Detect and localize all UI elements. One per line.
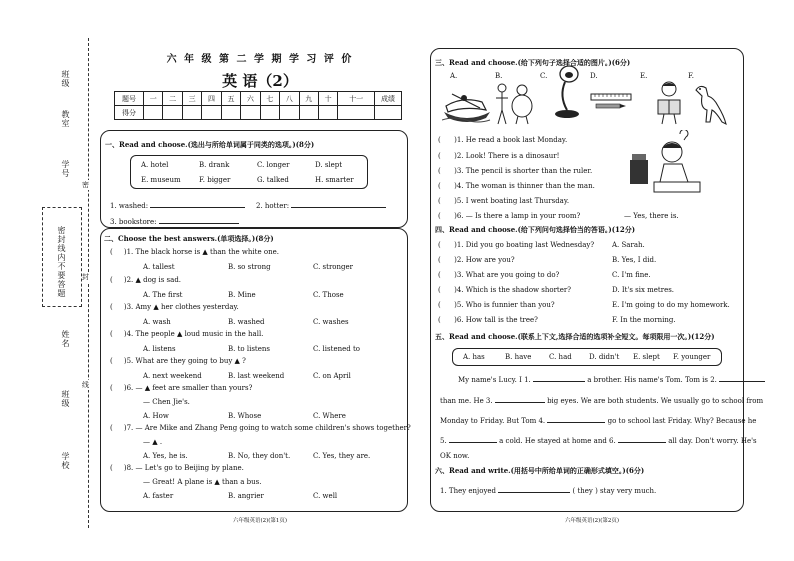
s2-q2: )2. ▲ dog is sad. <box>123 276 182 284</box>
binding-label-class: 班级 <box>61 70 70 88</box>
s1-option: F. bigger <box>199 176 231 184</box>
s2-q5-c[interactable]: C. on April <box>313 372 351 380</box>
s5-option: A. has <box>463 353 485 361</box>
s6-text: 1. They enjoyed <box>440 487 497 495</box>
score-col: 一 <box>144 92 163 106</box>
s5-text: a brother. His name's Tom. Tom is 2. <box>587 376 717 384</box>
s3-q6-bracket: ( )6. — Is there a lamp in your room? <box>438 212 581 220</box>
boy-reading-picture-icon <box>652 80 686 126</box>
s2-q3-b[interactable]: B. washed <box>228 318 265 326</box>
s5-option: F. younger <box>673 353 711 361</box>
s1-q2 <box>256 202 386 211</box>
s2-q1: )1. The black horse is ▲ than the white one. <box>123 248 279 256</box>
s2-q1-bracket: ( )1. The black horse is ▲ than the white one. <box>110 248 279 256</box>
s3-q4-bracket: ( )4. The woman is thinner than the man. <box>438 182 595 190</box>
exam-title: 六 年 级 第 二 学 期 学 习 评 价 <box>166 54 354 65</box>
picture-letter-d: D. <box>590 72 598 80</box>
answer-blank[interactable] <box>449 442 497 443</box>
picture-letter-a: A. <box>450 72 458 80</box>
score-cell[interactable] <box>241 106 260 120</box>
s5-text: than me. He 3. <box>440 397 493 405</box>
s3-q2: )2. Look! There is a dinosaur! <box>454 152 560 160</box>
s4-q4-bracket: ( )4. Which is the shadow shorter? <box>438 286 571 294</box>
s1-q3 <box>110 218 239 227</box>
s2-q1-b[interactable]: B. so strong <box>228 263 271 271</box>
s1-option: D. slept <box>315 161 343 169</box>
s1-option: E. museum <box>141 176 181 184</box>
score-cell[interactable] <box>260 106 279 120</box>
s2-q6-a[interactable]: A. How <box>143 412 169 420</box>
score-cell[interactable] <box>163 106 182 120</box>
s4-q5: )5. Who is funnier than you? <box>454 301 555 309</box>
score-row-label: 得分 <box>115 106 144 120</box>
seal-word-3: 线 <box>82 381 89 389</box>
answer-blank[interactable] <box>159 223 239 224</box>
s5-line-2 <box>440 397 763 406</box>
score-cell[interactable] <box>318 106 337 120</box>
s2-q1-a[interactable]: A. tallest <box>143 263 175 271</box>
s2-q3-bracket: ( )3. Amy ▲ her clothes yesterday. <box>110 303 239 311</box>
s2-q7-b[interactable]: B. No, they don't. <box>228 452 291 460</box>
s2-q8-a[interactable]: A. faster <box>143 492 174 500</box>
score-cell[interactable] <box>338 106 375 120</box>
s2-q7-bracket: ( )7. — Are Mike and Zhang Peng going to watch some children's shows together? <box>110 424 411 432</box>
s2-q8: )8. — Let's go to Beijing by plane. <box>123 464 244 472</box>
boat-picture-icon <box>442 84 492 124</box>
score-col: 四 <box>202 92 221 106</box>
s3-q3: )3. The pencil is shorter than the ruler. <box>454 167 593 175</box>
s6-q1 <box>440 487 656 496</box>
s1-option: C. longer <box>257 161 290 169</box>
s4-answer-d: D. It's six metres. <box>612 286 675 294</box>
score-cell[interactable] <box>182 106 201 120</box>
s2-q5-bracket: ( )5. What are they going to buy ▲ ? <box>110 357 246 365</box>
binding-label-grade: 班级 <box>61 390 70 408</box>
score-header: 题号 <box>115 92 144 106</box>
s5-line-3 <box>440 417 756 426</box>
s1-q2-label: 2. hotter: <box>256 202 290 210</box>
s5-text: a cold. He stayed at home and 6. <box>499 437 616 445</box>
s4-answer-e: E. I'm going to do my homework. <box>612 301 730 309</box>
score-col: 九 <box>299 92 318 106</box>
score-col: 十 <box>318 92 337 106</box>
s3-q1-bracket: ( )1. He read a book last Monday. <box>438 136 568 144</box>
s4-q3-bracket: ( )3. What are you going to do? <box>438 271 560 279</box>
s4-q4: )4. Which is the shadow shorter? <box>454 286 571 294</box>
s4-answer-f: F. In the morning. <box>612 316 676 324</box>
s2-q6-b[interactable]: B. Whose <box>228 412 262 420</box>
section-1-options-box <box>130 155 368 189</box>
score-col: 十一 <box>338 92 375 106</box>
answer-blank[interactable] <box>533 381 585 382</box>
s2-q4: )4. The people ▲ loud music in the hall. <box>123 330 264 338</box>
ruler-and-pencil-picture-icon <box>590 92 632 112</box>
s1-q1-label: 1. washed: <box>110 202 149 210</box>
score-col: 三 <box>182 92 201 106</box>
s3-q5-bracket: ( )5. I went boating last Thursday. <box>438 197 570 205</box>
section-5-options-box <box>452 348 722 366</box>
score-cell[interactable] <box>144 106 163 120</box>
picture-letter-c: C. <box>540 72 548 80</box>
s4-q1: )1. Did you go boating last Wednesday? <box>454 241 595 249</box>
s2-q4-a[interactable]: A. listens <box>143 345 176 353</box>
s3-q6-reply: — Yes, there is. <box>624 212 679 220</box>
answer-blank[interactable] <box>618 442 666 443</box>
s5-option: B. have <box>505 353 532 361</box>
answer-blank[interactable] <box>547 422 605 423</box>
s2-q2-b[interactable]: B. Mine <box>228 291 256 299</box>
answer-blank[interactable] <box>291 207 386 208</box>
s5-text: My name's Lucy. I 1. <box>458 376 531 384</box>
score-table <box>114 91 402 120</box>
s4-q1-bracket: ( )1. Did you go boating last Wednesday? <box>438 241 595 249</box>
binding-label-classroom: 教室 <box>61 110 70 128</box>
s2-q6-reply: — Chen Jie's. <box>143 398 190 406</box>
answer-blank[interactable] <box>498 492 570 493</box>
s5-line-4 <box>440 437 757 446</box>
binding-label-school: 学校 <box>61 452 70 470</box>
s4-answer-b: B. Yes, I did. <box>612 256 657 264</box>
s5-text: all day. Don't worry. He's <box>668 437 757 445</box>
s4-q6-bracket: ( )6. How tall is the tree? <box>438 316 538 324</box>
score-col-total: 成绩 <box>375 92 402 106</box>
score-cell[interactable] <box>202 106 221 120</box>
s2-q2-a[interactable]: A. The first <box>143 291 183 299</box>
s4-answer-c: C. I'm fine. <box>612 271 651 279</box>
s4-q6: )6. How tall is the tree? <box>454 316 538 324</box>
score-col: 五 <box>221 92 240 106</box>
section-3-heading: 三、Read and choose.(给下列句子选择合适的图片。)(6分) <box>435 58 631 67</box>
s5-line-1 <box>458 376 765 385</box>
section-6-heading: 六、Read and write.(用括号中所给单词的正确形式填空。)(6分) <box>435 466 645 475</box>
footer-right: 六年级英语(2)(第2页) <box>564 518 620 524</box>
s2-q7-reply: — ▲ . <box>143 438 163 446</box>
s3-q1: )1. He read a book last Monday. <box>454 136 568 144</box>
s2-q2-c[interactable]: C. Those <box>313 291 344 299</box>
score-col: 二 <box>163 92 182 106</box>
s3-q5: )5. I went boating last Thursday. <box>454 197 570 205</box>
woman-and-man-picture-icon <box>490 80 536 126</box>
score-col: 七 <box>260 92 279 106</box>
binding-dashed-line <box>88 38 89 528</box>
exam-subject: 英 语（2） <box>222 72 298 90</box>
s4-q2: )2. How are you? <box>454 256 515 264</box>
section-4-heading: 四、Read and choose.(给下列问句选择恰当的答语。)(12分) <box>435 225 636 234</box>
s2-q7: )7. — Are Mike and Zhang Peng going to watch some children's shows together? <box>123 424 411 432</box>
s6-text: ( they ) stay very much. <box>572 487 657 495</box>
s2-q8-c[interactable]: C. well <box>313 492 338 500</box>
picture-letter-b: B. <box>495 72 503 80</box>
section-2-heading: 二、Choose the best answers.(单项选择。)(8分) <box>104 234 274 243</box>
s2-q7-a[interactable]: A. Yes, he is. <box>143 452 188 460</box>
picture-letter-e: E. <box>640 72 648 80</box>
s2-q5: )5. What are they going to buy ▲ ? <box>123 357 246 365</box>
s2-q6-bracket: ( )6. — ▲ feet are smaller than yours? <box>110 384 253 392</box>
s2-q6-c[interactable]: C. Where <box>313 412 346 420</box>
answer-blank[interactable] <box>150 207 245 208</box>
binding-label-name: 姓名 <box>61 330 70 348</box>
s2-q8-b[interactable]: B. angrier <box>228 492 264 500</box>
score-col: 八 <box>280 92 299 106</box>
score-cell[interactable] <box>221 106 240 120</box>
s1-q3-label: 3. bookstore: <box>110 218 157 226</box>
score-cell[interactable] <box>299 106 318 120</box>
s5-text: Monday to Friday. But Tom 4. <box>440 417 546 425</box>
answer-blank[interactable] <box>719 381 765 382</box>
s4-q5-bracket: ( )5. Who is funnier than you? <box>438 301 555 309</box>
s5-option: D. didn't <box>589 353 620 361</box>
s5-option: C. had <box>549 353 572 361</box>
boy-studying-picture-icon <box>628 130 708 200</box>
s2-q5-b[interactable]: B. last weekend <box>228 372 285 380</box>
s3-q2-bracket: ( )2. Look! There is a dinosaur! <box>438 152 560 160</box>
s3-q3-bracket: ( )3. The pencil is shorter than the ruler. <box>438 167 593 175</box>
s5-text: big eyes. We are both students. We usually go to school from <box>547 397 764 405</box>
s1-option: B. drank <box>199 161 230 169</box>
s2-q6: )6. — ▲ feet are smaller than yours? <box>123 384 253 392</box>
s2-q1-c[interactable]: C. stronger <box>313 263 354 271</box>
s2-q5-a[interactable]: A. next weekend <box>143 372 202 380</box>
binding-label-student-no: 学号 <box>61 160 70 178</box>
s4-answer-a: A. Sarah. <box>612 241 645 249</box>
s2-q7-c[interactable]: C. Yes, they are. <box>313 452 371 460</box>
s5-text: go to school last Friday. Why? Because he <box>607 417 757 425</box>
lamp-picture-icon <box>545 62 585 124</box>
s3-q4: )4. The woman is thinner than the man. <box>454 182 595 190</box>
s5-line-5: OK now. <box>440 452 470 460</box>
s2-q4-b[interactable]: B. to listens <box>228 345 270 353</box>
s2-q2-bracket: ( )2. ▲ dog is sad. <box>110 276 182 284</box>
s2-q3-a[interactable]: A. wash <box>143 318 171 326</box>
picture-letter-f: F. <box>688 72 694 80</box>
seal-word-1: 密 <box>82 181 89 189</box>
seal-word-2: 封 <box>82 273 89 281</box>
s2-q8-reply: — Great! A plane is ▲ than a bus. <box>143 478 262 486</box>
seal-box <box>42 207 82 307</box>
score-col: 六 <box>241 92 260 106</box>
s2-q4-bracket: ( )4. The people ▲ loud music in the hall. <box>110 330 264 338</box>
section-5-heading: 五、Read and choose.(联系上下文,选择合适的选项补全短文。每项限用一次。)(12分) <box>435 332 715 341</box>
s1-option: H. smarter <box>315 176 354 184</box>
s2-q3: )3. Amy ▲ her clothes yesterday. <box>123 303 239 311</box>
score-cell[interactable] <box>375 106 402 120</box>
s2-q3-c[interactable]: C. washes <box>313 318 349 326</box>
dinosaur-picture-icon <box>690 80 728 126</box>
s1-option: A. hotel <box>141 161 169 169</box>
footer-left: 六年级英语(2)(第1页) <box>232 518 288 524</box>
s4-q3: )3. What are you going to do? <box>454 271 560 279</box>
s5-text: 5. <box>440 437 447 445</box>
section-1-heading: 一、Read and choose.(选出与所给单词属于同类的选项。)(8分) <box>105 140 315 149</box>
seal-text: 密封线内不要答题 <box>57 226 66 298</box>
s2-q4-c[interactable]: C. listened to <box>313 345 360 353</box>
s1-option: G. talked <box>257 176 289 184</box>
answer-blank[interactable] <box>495 402 545 403</box>
s2-q8-bracket: ( )8. — Let's go to Beijing by plane. <box>110 464 244 472</box>
s4-q2-bracket: ( )2. How are you? <box>438 256 515 264</box>
s1-q1 <box>110 202 245 211</box>
s5-option: E. slept <box>633 353 660 361</box>
score-cell[interactable] <box>280 106 299 120</box>
s3-q6: )6. — Is there a lamp in your room? <box>454 212 581 220</box>
